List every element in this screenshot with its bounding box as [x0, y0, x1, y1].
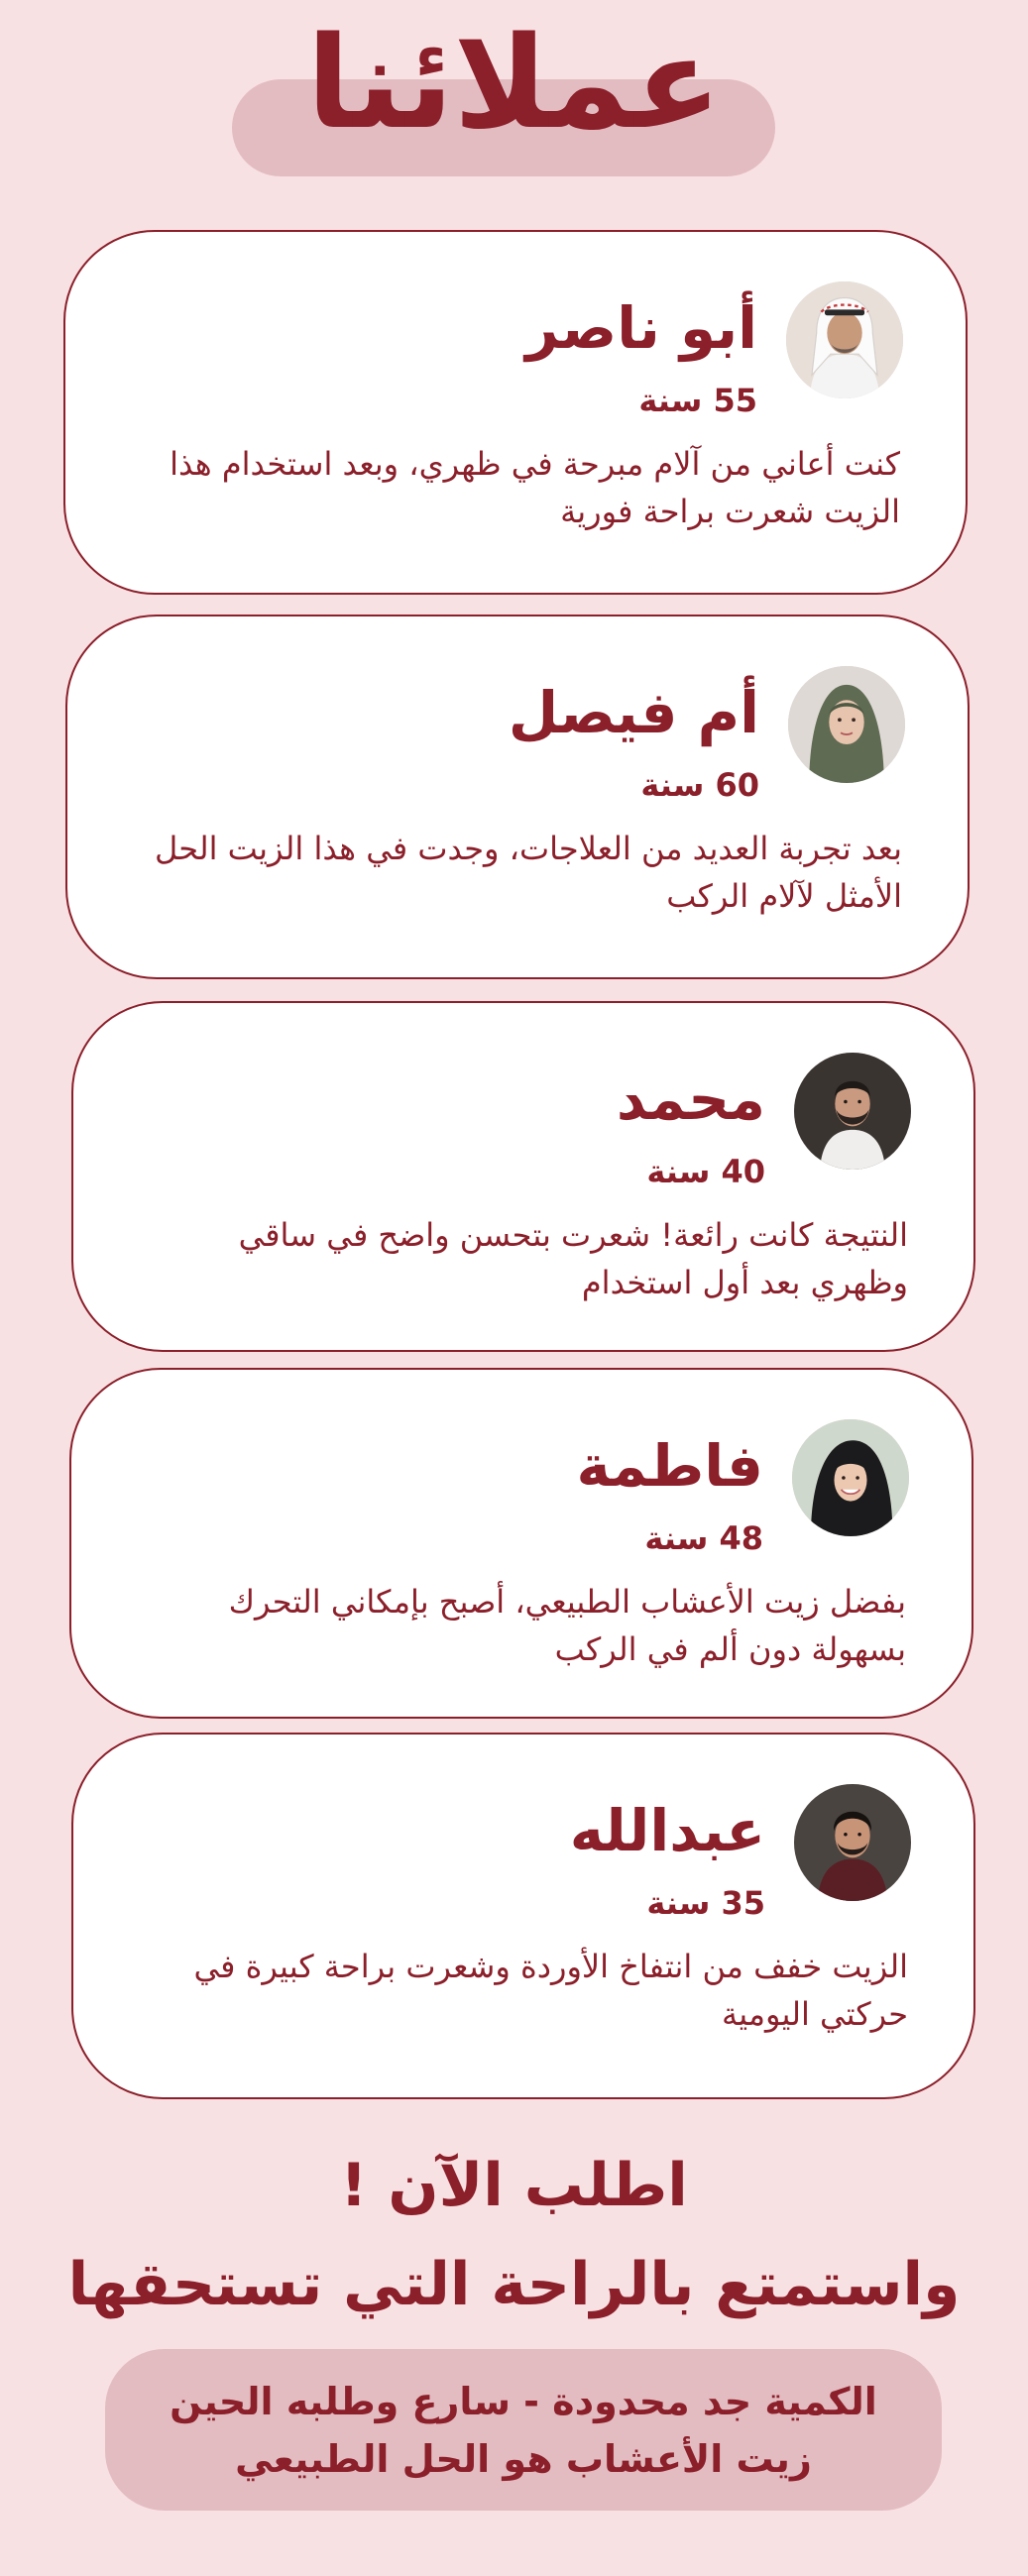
young-man-icon: [794, 1784, 911, 1901]
customer-age: 55 سنة: [638, 382, 757, 419]
cta-headline[interactable]: اطلب الآن !: [340, 2151, 688, 2220]
customer-name: عبدالله: [569, 1797, 765, 1864]
customer-quote: كنت أعاني من آلام مبرحة في ظهري، وبعد استخدام هذا الزيت شعرت براحة فورية: [170, 445, 900, 530]
woman-with-hijab-icon: [788, 666, 905, 783]
customer-age: 48 سنة: [644, 1519, 763, 1557]
testimonial-card: [63, 230, 968, 595]
smiling-woman-hijab-icon: [792, 1419, 909, 1536]
customer-name: محمد: [616, 1065, 765, 1133]
bearded-man-avatar: [794, 1053, 911, 1170]
testimonial-card: [69, 1368, 973, 1719]
header: [0, 10, 1028, 178]
customer-name: فاطمة: [576, 1432, 763, 1500]
man-with-ghutra-icon: [786, 281, 903, 398]
limited-stock-text: الكمية جد محدودة - سارع وطلبه الحين: [170, 2380, 877, 2423]
testimonial-card: [65, 615, 970, 979]
customer-quote: النتيجة كانت رائعة! شعرت بتحسن واضح في ساقي وظهري بعد أول استخدام: [238, 1216, 908, 1301]
customer-age: 40 سنة: [646, 1153, 765, 1190]
bearded-man-icon: [794, 1053, 911, 1170]
call-to-action[interactable]: [0, 2136, 1028, 2334]
customer-age: 35 سنة: [646, 1884, 765, 1922]
page-title: عملائنا: [306, 10, 722, 158]
customer-quote: بعد تجربة العديد من العلاجات، وجدت في هذا الزيت الحل الأمثل لآلام الركب: [154, 830, 902, 915]
customer-name: أبو ناصر: [525, 294, 757, 362]
customer-quote: الزيت خفف من انتفاخ الأوردة وشعرت براحة كبيرة في حركتي اليومية: [193, 1948, 908, 2033]
man-with-ghutra-avatar: [786, 281, 903, 398]
woman-with-hijab-avatar: [788, 666, 905, 783]
natural-solution-text: زيت الأعشاب هو الحل الطبيعي: [235, 2437, 812, 2481]
limited-offer-banner: [105, 2349, 942, 2511]
customer-age: 60 سنة: [640, 766, 759, 804]
young-man-avatar: [794, 1784, 911, 1901]
testimonial-card: [71, 1733, 975, 2099]
testimonial-card: [71, 1001, 975, 1352]
cta-subline: واستمتع بالراحة التي تستحقها: [67, 2250, 961, 2319]
customer-name: أم فيصل: [508, 679, 759, 746]
customer-quote: بفضل زيت الأعشاب الطبيعي، أصبح بإمكاني التحرك بسهولة دون ألم في الركب: [228, 1583, 906, 1668]
smiling-woman-hijab-avatar: [792, 1419, 909, 1536]
